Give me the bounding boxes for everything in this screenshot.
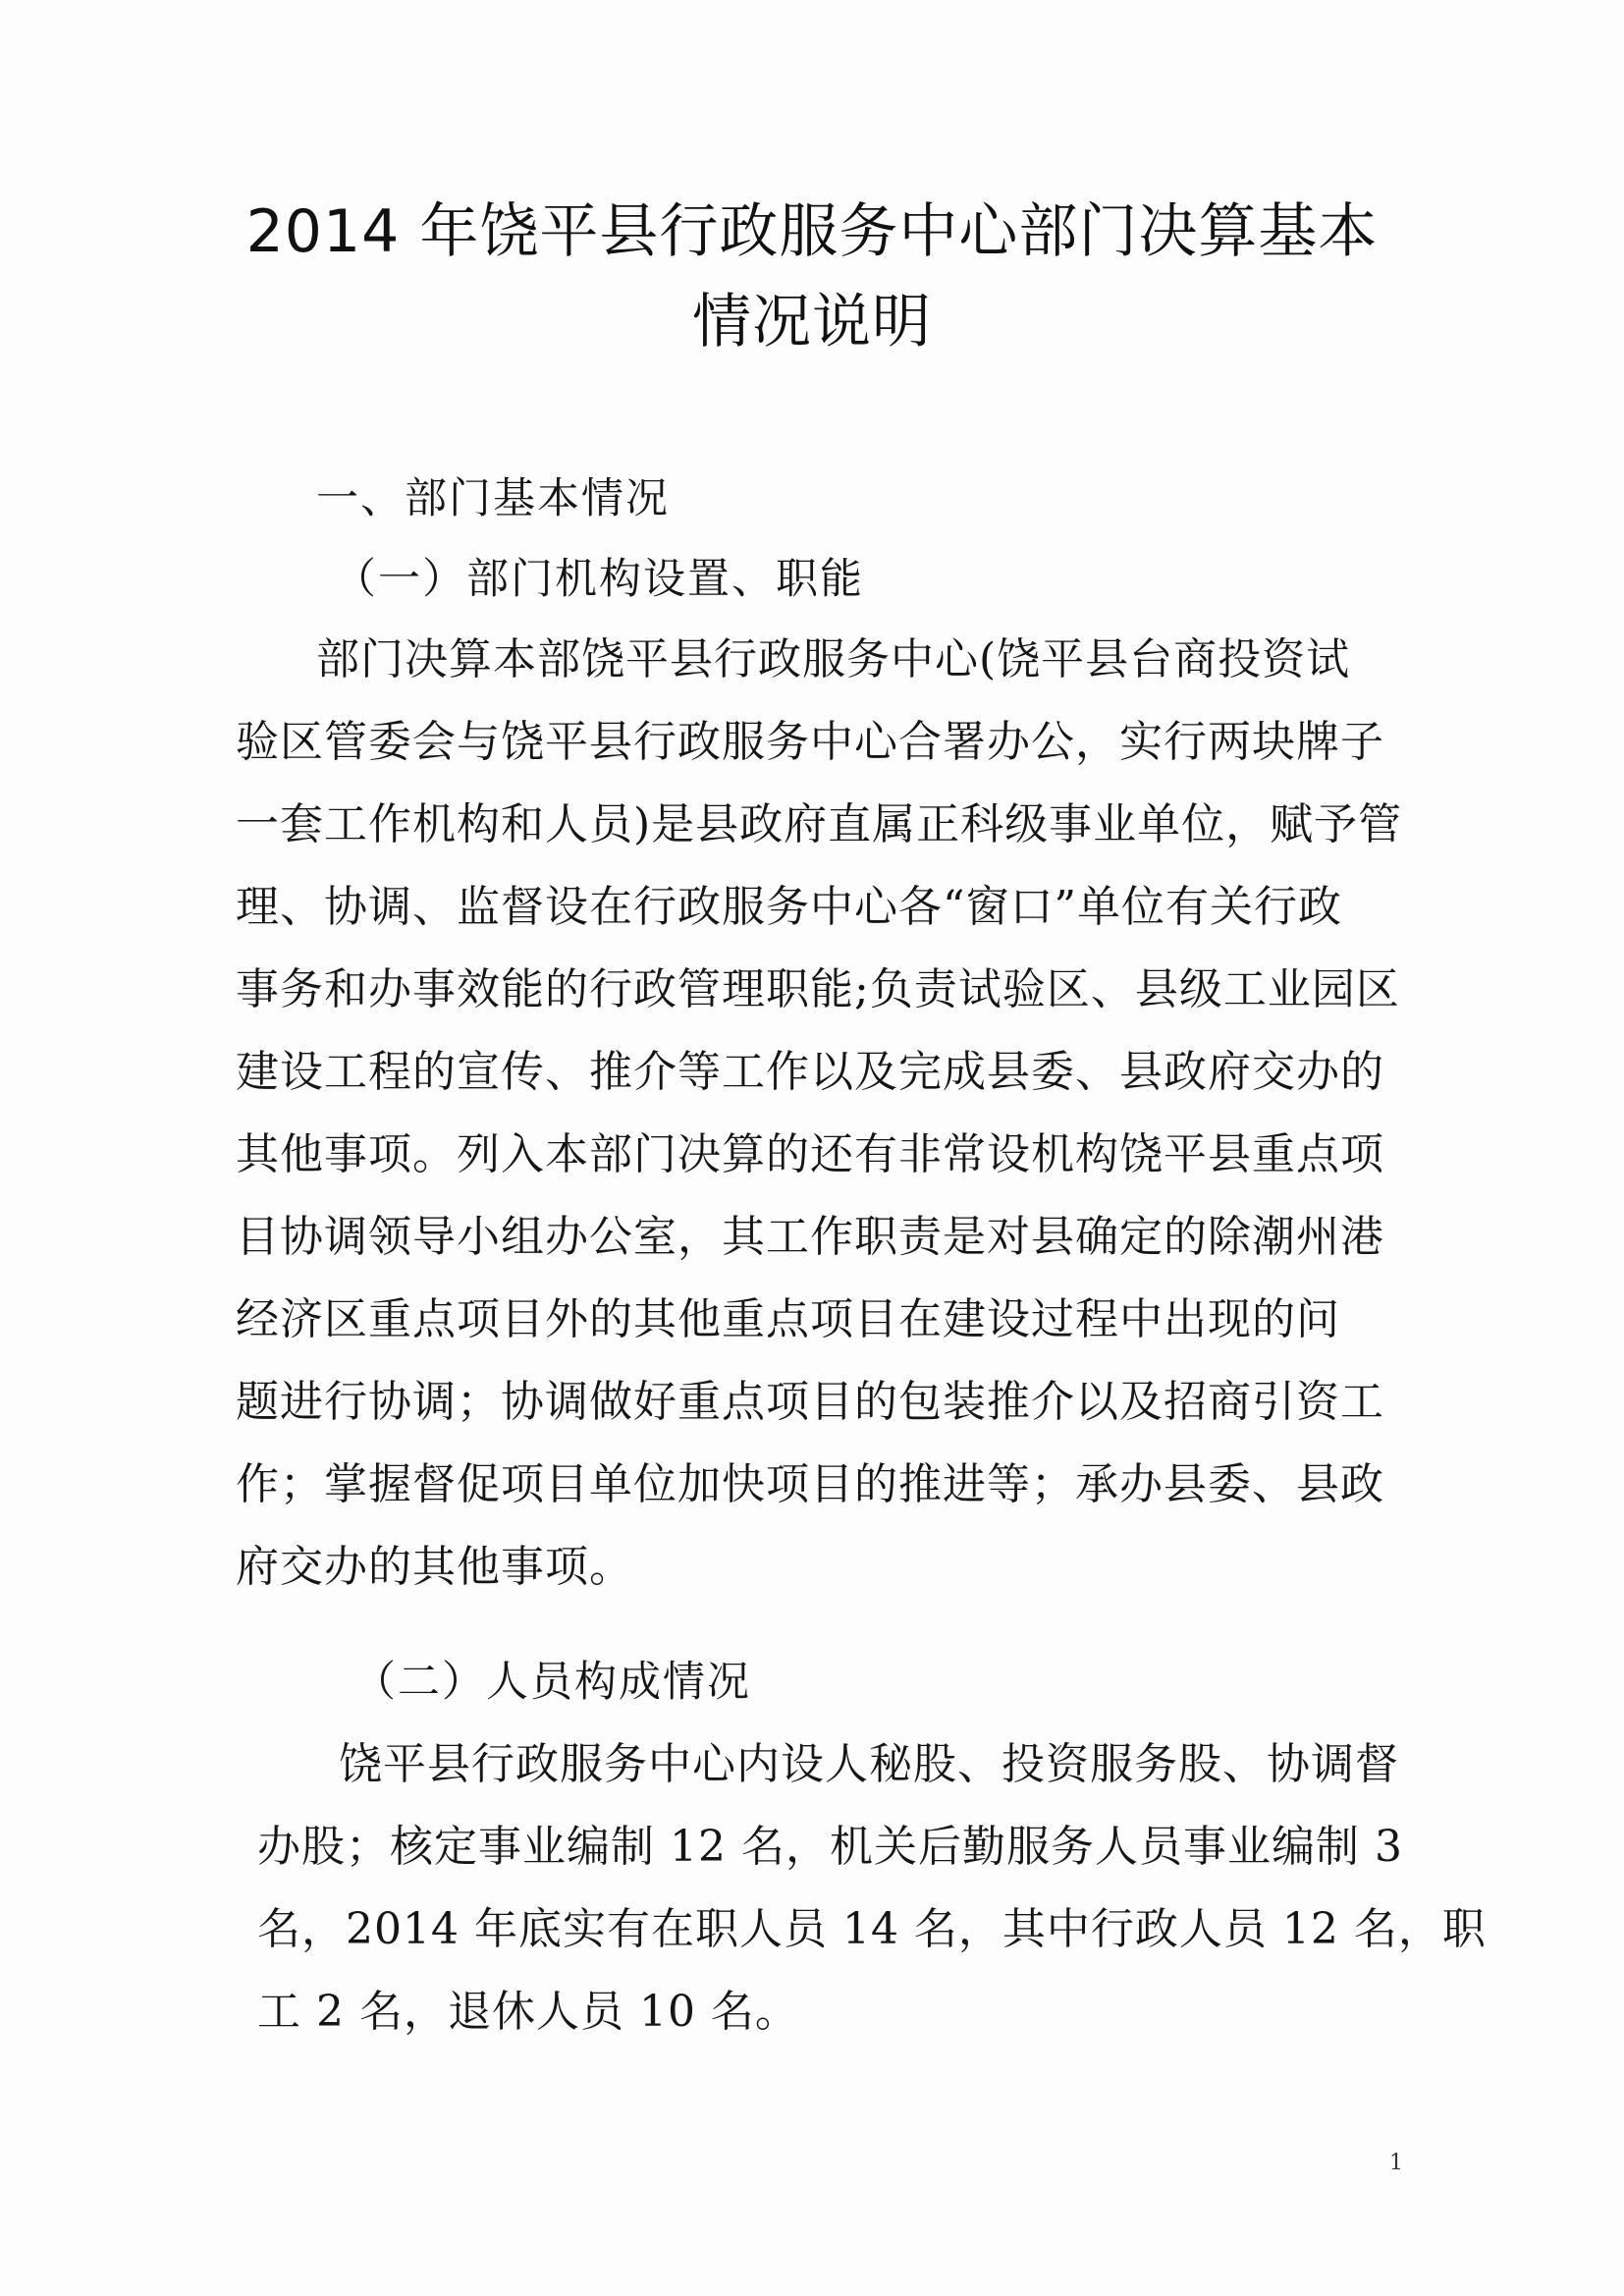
document-title-line-2: 情况说明 <box>692 288 932 356</box>
page-number: 1 <box>1389 2151 1403 2175</box>
section-heading-1: 一、部门基本情况 <box>316 474 670 523</box>
paragraph-line: 经济区重点项目外的其他重点项目在建设过程中出现的问 <box>236 1294 1340 1344</box>
paragraph-line: 理、协调、监督设在行政服务中心各“窗口”单位有关行政 <box>236 882 1342 932</box>
paragraph-line: 工 2 名，退休人员 10 名。 <box>257 1987 799 2037</box>
paragraph-line: 名，2014 年底实有在职人员 14 名，其中行政人员 12 名，职 <box>257 1904 1487 1954</box>
paragraph-line: 作；掌握督促项目单位加快项目的推进等；承办县委、县政 <box>236 1459 1384 1509</box>
paragraph-line: 办股；核定事业编制 12 名，机关后勤服务人员事业编制 3 <box>257 1822 1403 1872</box>
subsection-heading-1: （一）部门机构设置、职能 <box>334 555 864 604</box>
paragraph-line: 一套工作机构和人员)是县政府直属正科级事业单位，赋予管 <box>236 799 1403 849</box>
paragraph-line: 目协调领导小组办公室，其工作职责是对县确定的除潮州港 <box>236 1212 1384 1262</box>
paragraph-line: 其他事项。列入本部门决算的还有非常设机构饶平县重点项 <box>236 1129 1384 1179</box>
paragraph-line: 事务和办事效能的行政管理职能;负责试验区、县级工业园区 <box>236 964 1400 1014</box>
paragraph-line: 部门决算本部饶平县行政服务中心(饶平县台商投资试 <box>316 634 1351 684</box>
paragraph-line: 府交办的其他事项。 <box>236 1542 633 1592</box>
paragraph-line: 题进行协调；协调做好重点项目的包装推介以及招商引资工 <box>236 1377 1384 1427</box>
paragraph-line: 饶平县行政服务中心内设人秘股、投资服务股、协调督 <box>339 1739 1399 1789</box>
document-title-line-1: 2014 年饶平县行政服务中心部门决算基本 <box>245 197 1379 266</box>
paragraph-line: 验区管委会与饶平县行政服务中心合署办公，实行两块牌子 <box>236 717 1384 767</box>
subsection-heading-2: （二）人员构成情况 <box>353 1658 751 1707</box>
paragraph-line: 建设工程的宣传、推介等工作以及完成县委、县政府交办的 <box>236 1047 1384 1097</box>
